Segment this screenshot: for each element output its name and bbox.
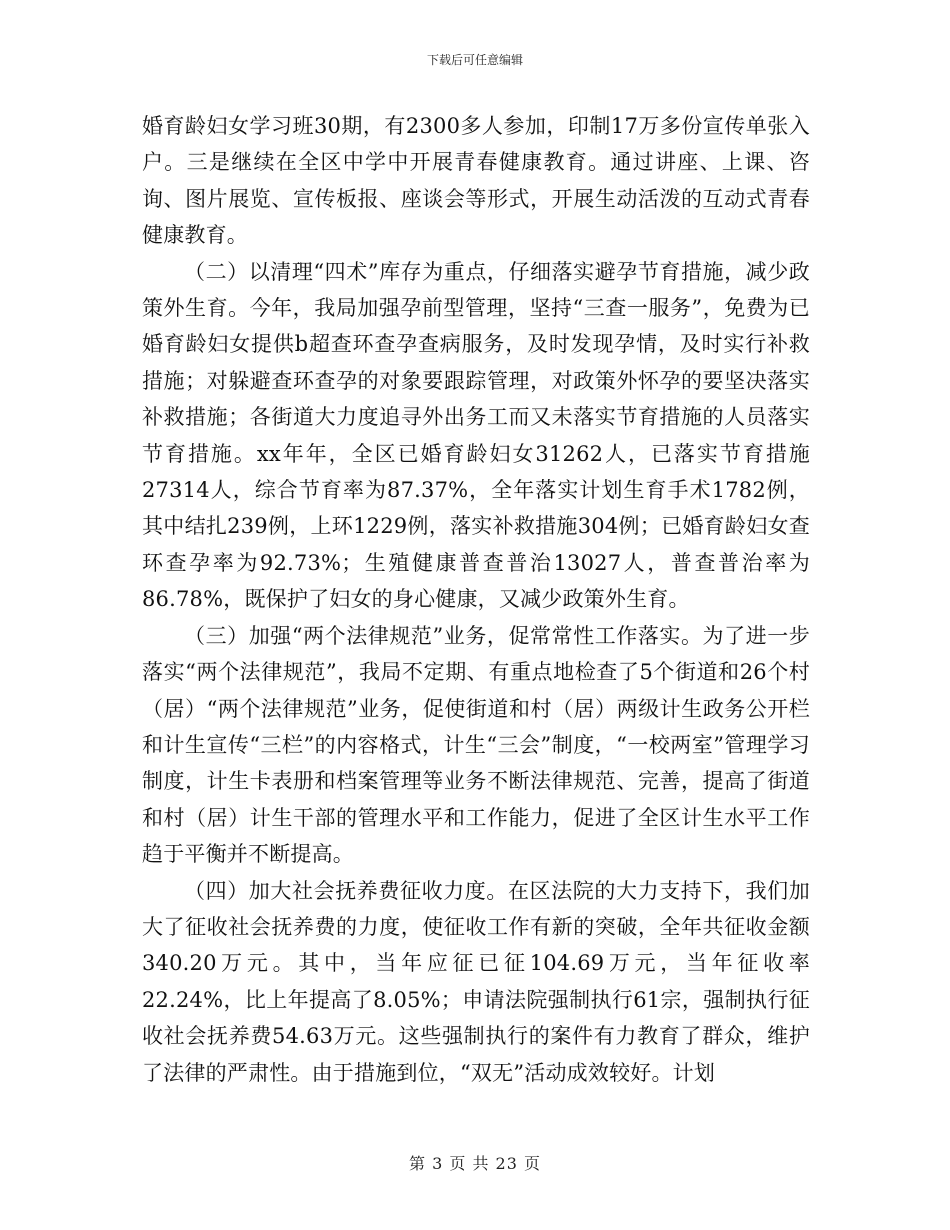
page-footer: 第 3 页 共 23 页	[409, 1154, 541, 1173]
paragraph-3: （三）加强“两个法律规范”业务，促常常性工作落实。为了进一步落实“两个法律规范”，我局不定期、有重点地检查了5个街道和26个村（居）“两个法律规范”业务，促使街道和村（居）两级计生政务公开栏和计生宣传“三栏”的内容格式，计生“三会”制度，“一校两室”管理学习制度，计生卡表册和档案管理等业务不断法律规范、完善，提高了街道和村（居）计生干部的管理水平和工作能力，促进了全区计生水平工作趋于平衡并不断提高。	[142, 623, 810, 867]
document-body	[142, 108, 810, 1091]
paragraph-4: （四）加大社会抚养费征收力度。在区法院的大力支持下，我们加大了征收社会抚养费的力度，使征收工作有新的突破，全年共征收金额340.20万元。其中，当年应征已征104.69万元，当年征收率22.24%，比上年提高了8.05%；申请法院强制执行61宗，强制执行征收社会抚养费54.63万元。这些强制执行的案件有力教育了群众，维护了法律的严肃性。由于措施到位，“双无”活动成效较好。计划	[142, 878, 810, 1085]
paragraph-1: 婚育龄妇女学习班30期，有2300多人参加，印制17万多份宣传单张入户。三是继续在全区中学中开展青春健康教育。通过讲座、上课、咨询、图片展览、宣传板报、座谈会等形式，开展生动活泼的互动式青春健康教育。	[142, 114, 810, 248]
page-header: 下载后可任意编辑	[426, 53, 523, 67]
paragraph-2: （二）以清理“四术”库存为重点，仔细落实避孕节育措施，减少政策外生育。今年，我局加强孕前型管理，坚持“三查一服务”，免费为已婚育龄妇女提供b超查环查孕查病服务，及时发现孕情，及时实行补救措施；对躲避查环查孕的对象要跟踪管理，对政策外怀孕的要坚决落实补救措施；各街道大力度追寻外出务工而又未落实节育措施的人员落实节育措施。xx年年，全区已婚育龄妇女31262人，已落实节育措施27314人，综合节育率为87.37%，全年落实计划生育手术1782例，其中结扎239例，上环1229例，落实补救措施304例；已婚育龄妇女查环查孕率为92.73%；生殖健康普查普治13027人，普查普治率为86.78%，既保护了妇女的身心健康，又减少政策外生育。	[142, 259, 810, 612]
